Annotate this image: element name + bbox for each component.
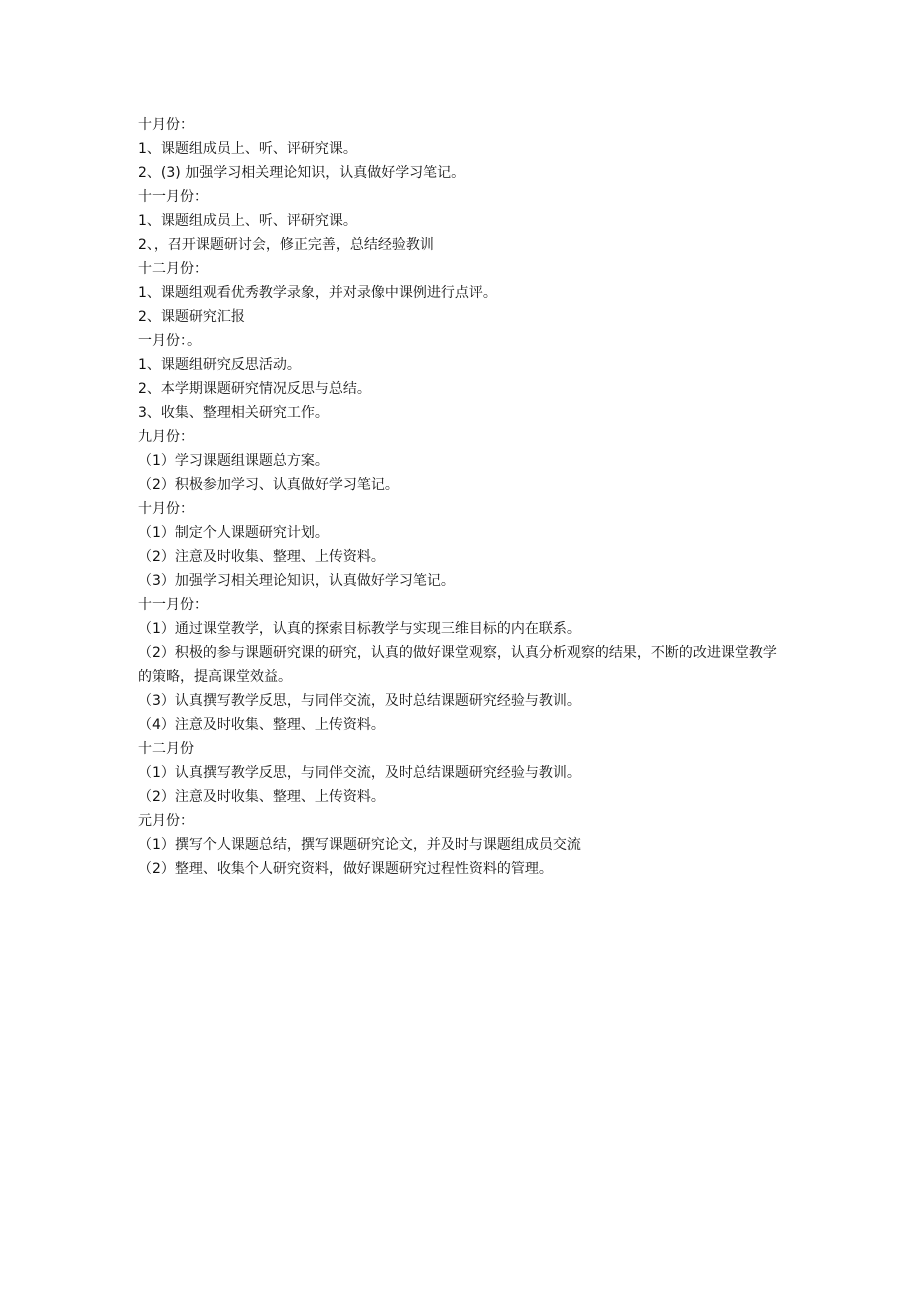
text-line: （1）制定个人课题研究计划。 bbox=[138, 525, 329, 541]
text-line: （1）撰写个人课题总结，撰写课题研究论文，并及时与课题组成员交流 bbox=[138, 837, 581, 853]
month-heading: 十一月份： bbox=[138, 597, 208, 613]
month-heading: 十月份： bbox=[138, 117, 194, 133]
text-line: 3、收集、整理相关研究工作。 bbox=[138, 405, 329, 421]
month-heading: 十月份： bbox=[138, 501, 194, 517]
text-line: （2）积极参加学习、认真做好学习笔记。 bbox=[138, 477, 399, 493]
text-line: 1、课题组成员上、听、评研究课。 bbox=[138, 141, 357, 157]
text-line: 2、课题研究汇报 bbox=[138, 309, 245, 325]
text-line: （1）认真撰写教学反思，与同伴交流，及时总结课题研究经验与教训。 bbox=[138, 765, 581, 781]
month-heading: 元月份： bbox=[138, 813, 194, 829]
text-line: （2）注意及时收集、整理、上传资料。 bbox=[138, 549, 385, 565]
text-line: （4）注意及时收集、整理、上传资料。 bbox=[138, 717, 385, 733]
month-heading: 十一月份： bbox=[138, 189, 208, 205]
text-line: （2）整理、收集个人研究资料，做好课题研究过程性资料的管理。 bbox=[138, 861, 553, 877]
text-line: 1、课题组观看优秀教学录象，并对录像中课例进行点评。 bbox=[138, 285, 497, 301]
text-line: （2）积极的参与课题研究课的研究，认真的做好课堂观察，认真分析观察的结果，不断的改进课堂教学的策略，提高课堂效益。 bbox=[138, 645, 777, 685]
document-body bbox=[138, 113, 788, 881]
text-line: 2、，召开课题研讨会，修正完善，总结经验教训 bbox=[138, 237, 434, 253]
text-line: （1）学习课题组课题总方案。 bbox=[138, 453, 329, 469]
text-line: （2）注意及时收集、整理、上传资料。 bbox=[138, 789, 385, 805]
month-heading: 一月份：。 bbox=[138, 333, 201, 349]
text-line: 1、课题组研究反思活动。 bbox=[138, 357, 301, 373]
month-heading: 十二月份： bbox=[138, 261, 208, 277]
text-line: （3）加强学习相关理论知识，认真做好学习笔记。 bbox=[138, 573, 455, 589]
text-line: （3）认真撰写教学反思，与同伴交流，及时总结课题研究经验与教训。 bbox=[138, 693, 581, 709]
month-heading: 九月份： bbox=[138, 429, 194, 445]
text-line: 2、(3) 加强学习相关理论知识，认真做好学习笔记。 bbox=[138, 165, 466, 181]
text-line: 2、本学期课题研究情况反思与总结。 bbox=[138, 381, 371, 397]
month-heading: 十二月份 bbox=[138, 741, 194, 757]
text-line: 1、课题组成员上、听、评研究课。 bbox=[138, 213, 357, 229]
text-line: （1）通过课堂教学，认真的探索目标教学与实现三维目标的内在联系。 bbox=[138, 621, 581, 637]
